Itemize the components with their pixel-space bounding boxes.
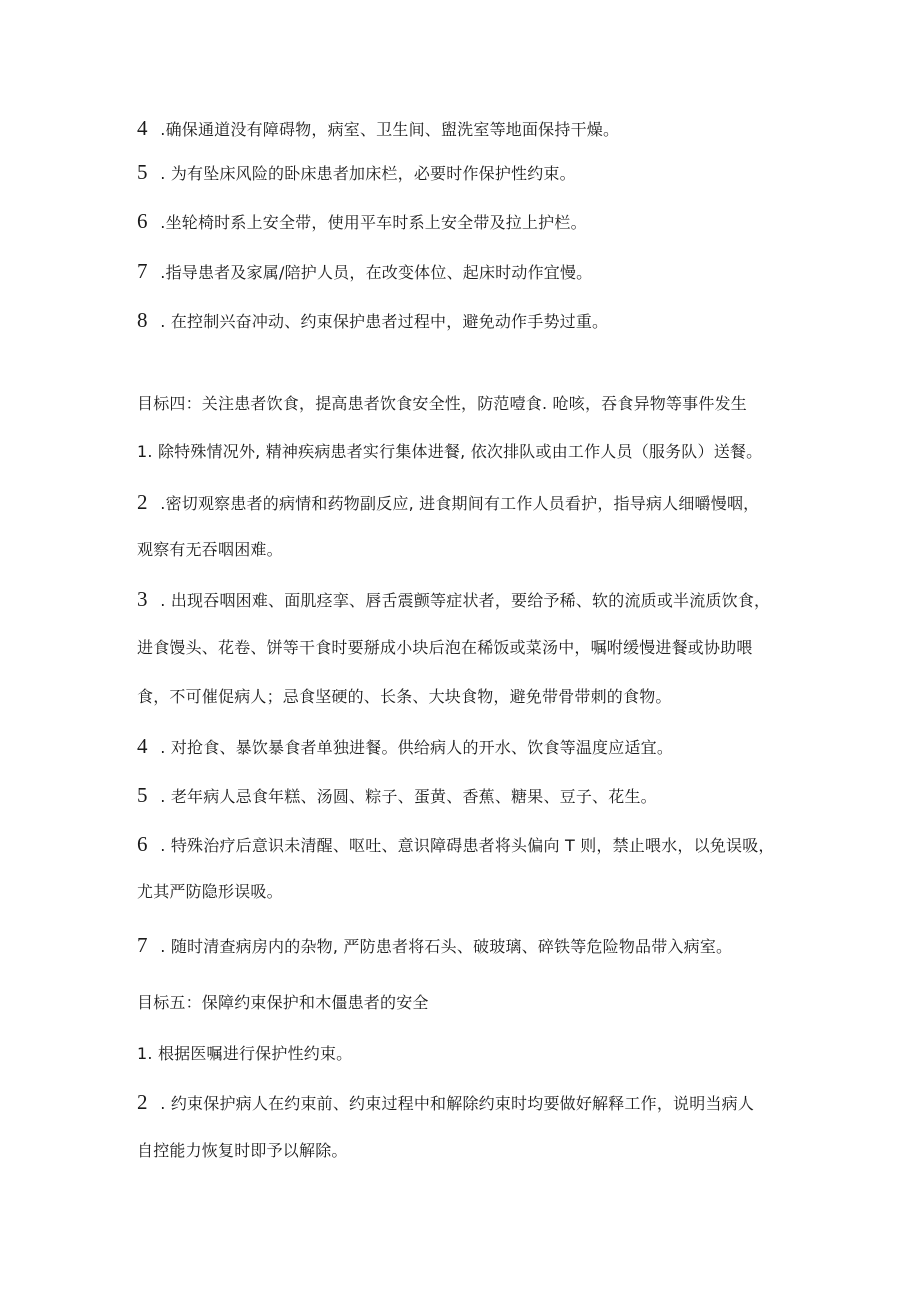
list-item bbox=[137, 587, 770, 613]
list-item bbox=[137, 160, 576, 186]
item-text: . 特殊治疗后意识未清醒、呕吐、意识障碍患者将头偏向 T 则，禁止喂水，以免误吸， bbox=[155, 836, 775, 855]
item-number: 6 bbox=[137, 832, 148, 856]
item-number: 5 bbox=[137, 160, 148, 184]
item-number: 5 bbox=[137, 783, 148, 807]
list-item bbox=[137, 1090, 754, 1116]
list-item bbox=[137, 308, 608, 334]
item-text: 自控能力恢复时即予以解除。 bbox=[137, 1141, 348, 1160]
item-text: 1. 除特殊情况外, 精神疾病患者实行集体进餐, 依次排队或由工作人员（服务队）送餐。 bbox=[137, 442, 763, 461]
item-number: 2 bbox=[137, 490, 148, 514]
item-number: 7 bbox=[137, 259, 148, 283]
item-text: 尤其严防隐形误吸。 bbox=[137, 882, 283, 901]
item-text: . 老年病人忌食年糕、汤圆、粽子、蛋黄、香蕉、糖果、豆子、花生。 bbox=[155, 787, 657, 806]
section-heading-goal4: 目标四：关注患者饮食，提高患者饮食安全性，防范噎食. 呛咳，吞食异物等事件发生 bbox=[137, 394, 747, 413]
item-number: 8 bbox=[137, 308, 148, 332]
list-item-continuation bbox=[137, 636, 753, 660]
item-number: 7 bbox=[137, 933, 148, 957]
item-number: 2 bbox=[137, 1090, 148, 1114]
section-heading-goal5: 目标五：保障约束保护和木僵患者的安全 bbox=[137, 993, 429, 1012]
item-text: 1. 根据医嘱进行保护性约束。 bbox=[137, 1044, 353, 1063]
list-item-continuation bbox=[137, 685, 672, 709]
list-item bbox=[137, 259, 592, 285]
list-item-continuation bbox=[137, 880, 283, 904]
item-number: 4 bbox=[137, 734, 148, 758]
list-item bbox=[137, 209, 587, 235]
list-item bbox=[137, 933, 732, 959]
item-text: . 随时清查病房内的杂物, 严防患者将石头、破玻璃、碎铁等危险物品带入病室。 bbox=[155, 937, 733, 956]
list-item bbox=[137, 440, 762, 464]
item-text: . 为有坠床风险的卧床患者加床栏，必要时作保护性约束。 bbox=[155, 164, 576, 183]
item-text: 进食馒头、花卷、饼等干食时要掰成小块后泡在稀饭或菜汤中，嘱咐缓慢进餐或协助喂 bbox=[137, 638, 753, 657]
list-item bbox=[137, 734, 673, 760]
item-text: . 对抢食、暴饮暴食者单独进餐。供给病人的开水、饮食等温度应适宜。 bbox=[155, 738, 674, 757]
item-text: 食，不可催促病人；忌食坚硬的、长条、大块食物，避免带骨带刺的食物。 bbox=[137, 687, 672, 706]
item-number: 6 bbox=[137, 209, 148, 233]
item-text: . 出现吞咽困难、面肌痉挛、唇舌震颤等症状者，要给予稀、软的流质或半流质饮食， bbox=[155, 591, 771, 610]
item-text: .密切观察患者的病情和药物副反应, 进食期间有工作人员看护，指导病人细嚼慢咽， bbox=[155, 494, 760, 513]
list-item bbox=[137, 116, 619, 142]
item-text: .确保通道没有障碍物，病室、卫生间、盥洗室等地面保持干燥。 bbox=[155, 120, 620, 139]
item-text: .指导患者及家属/陪护人员，在改变体位、起床时动作宜慢。 bbox=[155, 263, 593, 282]
list-item bbox=[137, 1042, 352, 1066]
list-item-continuation bbox=[137, 1139, 348, 1163]
item-text: . 在控制兴奋冲动、约束保护患者过程中，避免动作手势过重。 bbox=[155, 312, 609, 331]
item-text: 观察有无吞咽困难。 bbox=[137, 540, 283, 559]
item-text: .坐轮椅时系上安全带，使用平车时系上安全带及拉上护栏。 bbox=[155, 213, 587, 232]
list-item bbox=[137, 832, 775, 858]
list-item bbox=[137, 490, 759, 516]
item-number: 3 bbox=[137, 587, 148, 611]
item-number: 4 bbox=[137, 116, 148, 140]
item-text: . 约束保护病人在约束前、约束过程中和解除约束时均要做好解释工作，说明当病人 bbox=[155, 1094, 755, 1113]
list-item bbox=[137, 783, 657, 809]
list-item-continuation bbox=[137, 538, 283, 562]
